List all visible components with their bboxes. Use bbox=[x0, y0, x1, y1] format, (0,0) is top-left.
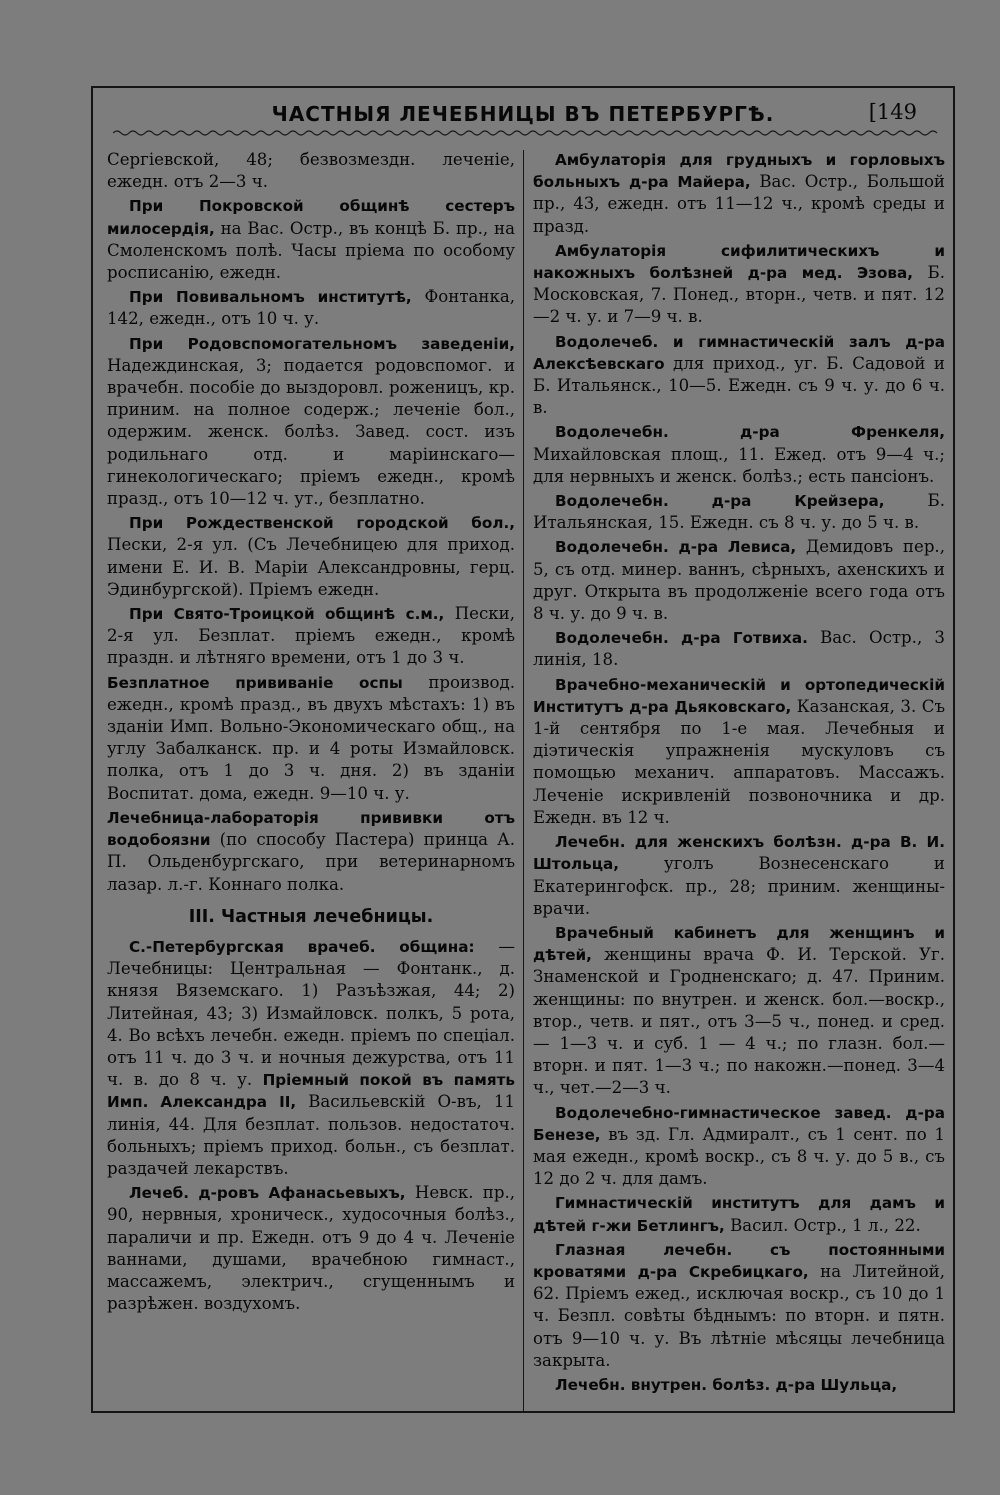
entry-heading: Лечебн. внутрен. болѣз. д-ра Шульца, bbox=[555, 1375, 898, 1394]
entry-text: на Вас. Остр., въ концѣ Б. пр., на Смоленскомъ полѣ. Часы пріема по особому росписанію, ежедн. bbox=[107, 218, 515, 283]
entry-text: Пески, 2-я ул. (Съ Лечебницею для приход. имени Е. И. В. Маріи Александровны, герц. Эдинбургской). Пріемъ ежедн. bbox=[107, 535, 515, 599]
section-title: III. Частныя лечебницы. bbox=[188, 906, 434, 927]
entry-text: Пески, 2-я ул. Безплат. пріемъ ежедн., кромѣ праздн. и лѣтняго времени, отъ 1 до 3 ч. bbox=[107, 604, 515, 668]
entry-text: Васил. Остр., 1 л., 22. bbox=[724, 1215, 921, 1235]
entry-heading: Глазная лечебн. съ постоянными кроватями д-ра Скребицкаго, bbox=[533, 1240, 945, 1281]
entry-0 bbox=[107, 149, 515, 193]
entry-1 bbox=[107, 195, 515, 284]
entry-heading: С.-Петербургская врачеб. община: bbox=[129, 937, 475, 956]
entry-heading: Водолечебн. д-ра Готвиха. bbox=[555, 629, 808, 648]
column-divider bbox=[523, 150, 524, 1412]
entry-subheading: Пріемный покой въ память Имп. Александра II, bbox=[107, 1071, 515, 1112]
entry-text: (по способу Пастера) принца А. П. Ольденбургскаго, при ветеринарномъ лазар. л.-г. Коннаго полка. bbox=[107, 830, 515, 894]
entry-text: Сергіевской, 48; безвозмездн. леченіе, ежедн. отъ 2—3 ч. bbox=[107, 150, 515, 192]
running-title: ЧАСТНЫЯ ЛЕЧЕБНИЦЫ ВЪ ПЕТЕРБУРГѢ. bbox=[271, 102, 775, 126]
entry-text: Б. Московская, 7. Понед., вторн., четв. и пят. 12—2 ч. у. и 7—9 ч. в. bbox=[533, 263, 945, 327]
entry-heading: Водолечебн. д-ра Левиса, bbox=[555, 538, 797, 557]
entry-heading: При Повивальномъ институтѣ, bbox=[129, 288, 412, 307]
entry-heading: При Покровской общинѣ сестеръ милосердія, bbox=[107, 197, 515, 238]
page-number: [149 bbox=[868, 100, 917, 124]
entry-7 bbox=[107, 807, 515, 896]
entry-heading: Гимнастическій институтъ для дамъ и дѣтей г-жи Бетлингъ, bbox=[533, 1194, 945, 1235]
entry-heading: Лечебн. для женскихъ болѣзн. д-ра В. И. Штольца, bbox=[533, 833, 945, 874]
right-column bbox=[533, 149, 945, 1411]
entry-9 bbox=[107, 1182, 515, 1315]
entry-6 bbox=[533, 627, 945, 671]
entry-heading: Амбулаторія для грудныхъ и горловыхъ больныхъ д-ра Майера, bbox=[533, 151, 945, 192]
entry-13 bbox=[533, 1374, 945, 1396]
entry-2 bbox=[533, 331, 945, 420]
entry-11 bbox=[533, 1192, 945, 1236]
entry-text: Демидовъ пер., 5, съ отд. минер. ваннъ, сѣрныхъ, ахенскихъ и друг. Открыта въ продолженіе всего года отъ 8 ч. у. до 9 ч. в. bbox=[533, 537, 945, 624]
entry-7 bbox=[533, 674, 945, 829]
entry-2 bbox=[107, 286, 515, 330]
entry-heading: Безплатное прививаніе оспы bbox=[107, 673, 403, 692]
entry-text: Невск. пр., 90, нервныя, хроническ., худосочныя болѣз., параличи и пр. Ежедн. отъ 9 до 4 ч. Леченіе ваннами, душами, врачебною гимнаст., массажемъ, электрич., сгущеннымъ и разрѣжен. воздухомъ. bbox=[107, 1183, 515, 1314]
entry-5 bbox=[533, 536, 945, 625]
entry-text: женщины врача Ф. И. Терской. Уг. Знаменской и Гродненскаго; д. 47. Приним. женщины: по внутрен. и женск. бол.—воскр., втор., четв. и пят., отъ 3—5 ч., понед. и сред. — 1—3 ч. и суб. 1 — 4 ч.; по глазн. бол.—вторн. и пят. 1—3 ч.; по накожн.—понед. 3—4 ч., чет.—2—3 ч. bbox=[533, 945, 945, 1098]
entry-heading: При Свято-Троицкой общинѣ с.м., bbox=[129, 605, 445, 624]
entry-6 bbox=[107, 672, 515, 805]
left-column bbox=[107, 149, 515, 1411]
entry-4 bbox=[533, 490, 945, 534]
entry-0 bbox=[533, 149, 945, 238]
entry-text: Б. Итальянская, 15. Ежедн. съ 8 ч. у. до 5 ч. в. bbox=[533, 491, 945, 533]
entry-text: Надеждинская, 3; подается родовспомог. и врачебн. пособіе до выздоровл. роженицъ, кр. приним. на полное содерж.; леченіе бол., одержим. женск. болѣз. Завед. сост. изъ родильнаго отд. и маріинскаго—гинекологическаго; пріемъ ежедн., кромѣ празд., отъ 10—12 ч. ут., безплатно. bbox=[107, 355, 515, 509]
entry-heading: Водолечебно-гимнастическое завед. д-ра Бенезе, bbox=[533, 1103, 945, 1144]
entry-heading: Водолечебн. д-ра Крейзера, bbox=[555, 492, 885, 511]
entry-heading: Лечебница-лабораторія прививки отъ водобоязни bbox=[107, 808, 515, 850]
entry-8 bbox=[107, 936, 515, 1180]
entry-text: Вас. Остр., 3 линія, 18. bbox=[533, 628, 945, 670]
entry-heading: При Родовспомогательномъ заведеніи, bbox=[129, 334, 515, 353]
book-page bbox=[91, 86, 955, 1413]
entry-text: Фонтанка, 142, ежедн., отъ 10 ч. у. bbox=[107, 287, 515, 329]
entry-3 bbox=[107, 333, 515, 511]
entry-heading: Врачебно-механическій и ортопедическій Институтъ д-ра Дьяковскаго, bbox=[533, 675, 945, 716]
entry-text: Вас. Остр., Большой пр., 43, ежедн. отъ 11—12 ч., кромѣ среды и празд. bbox=[533, 172, 945, 236]
entry-text: Васильевскій О-въ, 11 линія, 44. Для безплат. пользов. недостаточ. больныхъ; пріемъ приход. больн., съ безплат. раздачей лекарствъ. bbox=[107, 1092, 515, 1178]
entry-3 bbox=[533, 421, 945, 488]
entry-text: на Литейной, 62. Пріемъ ежед., исключая воскр., съ 10 до 1 ч. Безпл. совѣты бѣднымъ: по вторн. и пятн. отъ 9—10 ч. у. Въ лѣтніе мѣсяцы лечебница закрыта. bbox=[533, 1261, 945, 1370]
entry-heading: Водолечеб. и гимнастическій залъ д-ра Алексѣевскаго bbox=[533, 332, 945, 373]
entry-text: въ зд. Гл. Адмиралт., съ 1 сент. по 1 мая ежедн., кромѣ воскр., съ 8 ч. у. до 5 в., съ 12 до 2 ч. для дамъ. bbox=[533, 1124, 945, 1189]
entry-heading: При Рождественской городской бол., bbox=[129, 514, 515, 533]
entry-4 bbox=[107, 512, 515, 601]
entry-text: Михайловская площ., 11. Ежед. отъ 9—4 ч.; для нервныхъ и женск. болѣз.; есть пансіонъ. bbox=[533, 444, 945, 486]
entry-heading: Врачебный кабинетъ для женщинъ и дѣтей, bbox=[533, 923, 945, 965]
entry-text: уголъ Вознесенскаго и Екатерингофск. пр., 28; приним. женщины-врачи. bbox=[533, 854, 945, 918]
entry-heading: Амбулаторія сифилитическихъ и накожныхъ болѣзней д-ра мед. Эзова, bbox=[533, 241, 945, 283]
entry-text: — Лечебницы: Центральная — Фонтанк., д. князя Вяземскаго. 1) Разъѣзжая, 44; 2) Литейная, 43; 3) Измайловск. полкъ, 5 рота, 4. Во всѣхъ лечебн. ежедн. пріемъ по спеціал. отъ 11 ч. до 3 ч. и ночныя дежурства, отъ 11 ч. в. до 8 ч. у. bbox=[107, 936, 515, 1090]
entry-heading: Лечеб. д-ровъ Афанасьевыхъ, bbox=[129, 1184, 406, 1203]
entry-5 bbox=[107, 603, 515, 670]
entry-text: для приход., уг. Б. Садовой и Б. Итальянск., 10—5. Ежедн. съ 9 ч. у. до 6 ч. в. bbox=[533, 353, 945, 418]
entry-heading: Водолечебн. д-ра Френкеля, bbox=[555, 423, 945, 442]
wavy-rule bbox=[113, 128, 939, 138]
entry-12 bbox=[533, 1239, 945, 1372]
entry-text: производ. ежедн., кромѣ празд., въ двухъ мѣстахъ: 1) въ зданіи Имп. Вольно-Экономическаго общ., на углу Забалканск. пр. и 4 роты Измайловск. полка, отъ 1 до 3 ч. дня. 2) въ зданіи Воспитат. дома, ежедн. 9—10 ч. у. bbox=[107, 672, 515, 803]
entry-1 bbox=[533, 240, 945, 329]
entry-text: Казанская, 3. Съ 1-й сентября по 1-е мая. Лечебныя и діэтическія упражненія мускуловъ съ помощью механич. аппаратовъ. Массажъ. Леченіе искривленій позвоночника и др. Ежедн. въ 12 ч. bbox=[533, 696, 945, 827]
entry-10 bbox=[533, 1102, 945, 1191]
entry-9 bbox=[533, 922, 945, 1100]
entry-8 bbox=[533, 831, 945, 920]
